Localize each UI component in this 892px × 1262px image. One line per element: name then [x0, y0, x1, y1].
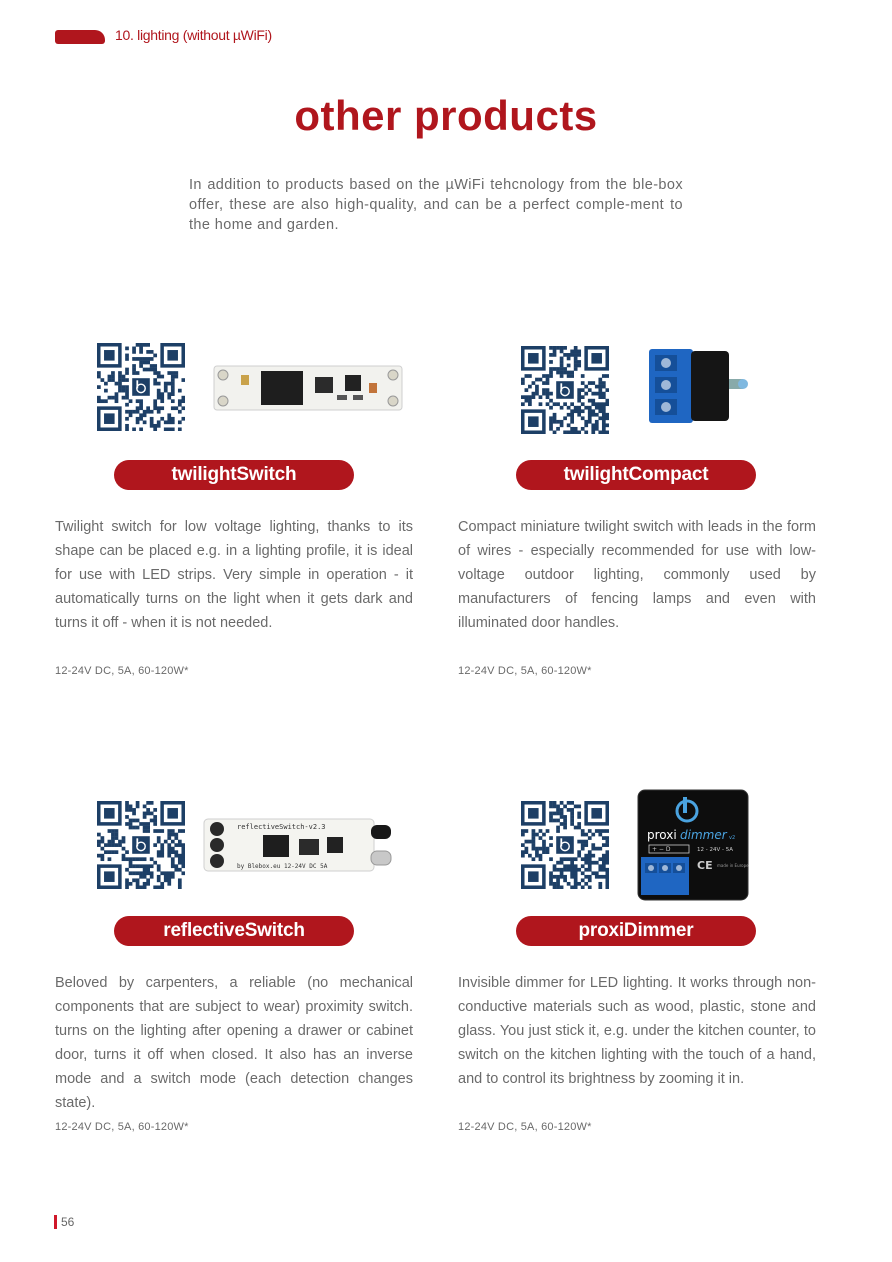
product-spec: 12-24V DC, 5A, 60-120W*: [55, 1121, 189, 1133]
qr-code[interactable]: [521, 801, 609, 889]
board-footer: by Blebox.eu 12-24V DC 5A: [237, 863, 328, 870]
device-rating: 12 - 24V - 5A: [697, 847, 733, 853]
device-version: v2: [729, 835, 736, 841]
product-image-reflective-switch: [203, 815, 403, 880]
product-description: Beloved by carpenters, a reliable (no mechanical components that are subject to wear) proximity switch. turns on the lighting after opening a drawer or cabinet door, turns it off when closed. It also has an inverse mode and a switch mode (each detection changes state).: [55, 975, 413, 1111]
product-name: proxiDimmer: [516, 916, 756, 946]
product-spec: 12-24V DC, 5A, 60-120W*: [458, 665, 592, 677]
svg-text:CE: CE: [697, 859, 713, 872]
device-brand-a: proxi: [647, 828, 677, 842]
product-image-twilight-compact: [645, 345, 755, 432]
product-description: Compact miniature twilight switch with leads in the form of wires - especially recommended for use with low-voltage outdoor lighting, commonly used by manufacturers of fencing lamps and even with illuminated door handles.: [458, 519, 816, 631]
device-terminals: + − D: [652, 846, 671, 853]
section-tab-marker: [55, 30, 105, 44]
product-image-twilight-switch: [213, 363, 403, 418]
board-label: reflectiveSwitch-v2.3: [237, 823, 326, 831]
device-made: made in Europe: [717, 863, 749, 868]
page-number-marker: [54, 1215, 57, 1229]
section-label: 10. lighting (without µWiFi): [115, 27, 272, 43]
product-description: Twilight switch for low voltage lighting, thanks to its shape can be placed e.g. in a lighting profile, it is ideal for use with LED strips. Very simple in operation - it automatically turns on the light when it gets dark and turns it off - when it is not needed.: [55, 519, 413, 631]
product-spec: 12-24V DC, 5A, 60-120W*: [458, 1121, 592, 1133]
qr-code[interactable]: [97, 801, 185, 889]
product-name: reflectiveSwitch: [114, 916, 354, 946]
product-description: Invisible dimmer for LED lighting. It works through non-conductive materials such as wood, plastic, stone and glass. You just stick it, e.g. under the kitchen counter, to switch on the kitchen lighting with the touch of a hand, and to control its brightness by zooming it in.: [458, 975, 816, 1087]
product-name: twilightSwitch: [114, 460, 354, 490]
page-title: other products: [294, 92, 598, 139]
page-number: 56: [61, 1215, 75, 1229]
qr-code[interactable]: [521, 346, 609, 434]
device-brand-b: dimmer: [680, 828, 727, 842]
intro-paragraph: In addition to products based on the µWiFi tehcnology from the ble-box offer, these are also high-quality, and can be a perfect comple-ment to the home and garden.: [189, 177, 683, 233]
product-spec: 12-24V DC, 5A, 60-120W*: [55, 665, 189, 677]
product-image-proxi-dimmer: [637, 789, 749, 906]
product-name: twilightCompact: [516, 460, 756, 490]
qr-code[interactable]: [97, 343, 185, 431]
